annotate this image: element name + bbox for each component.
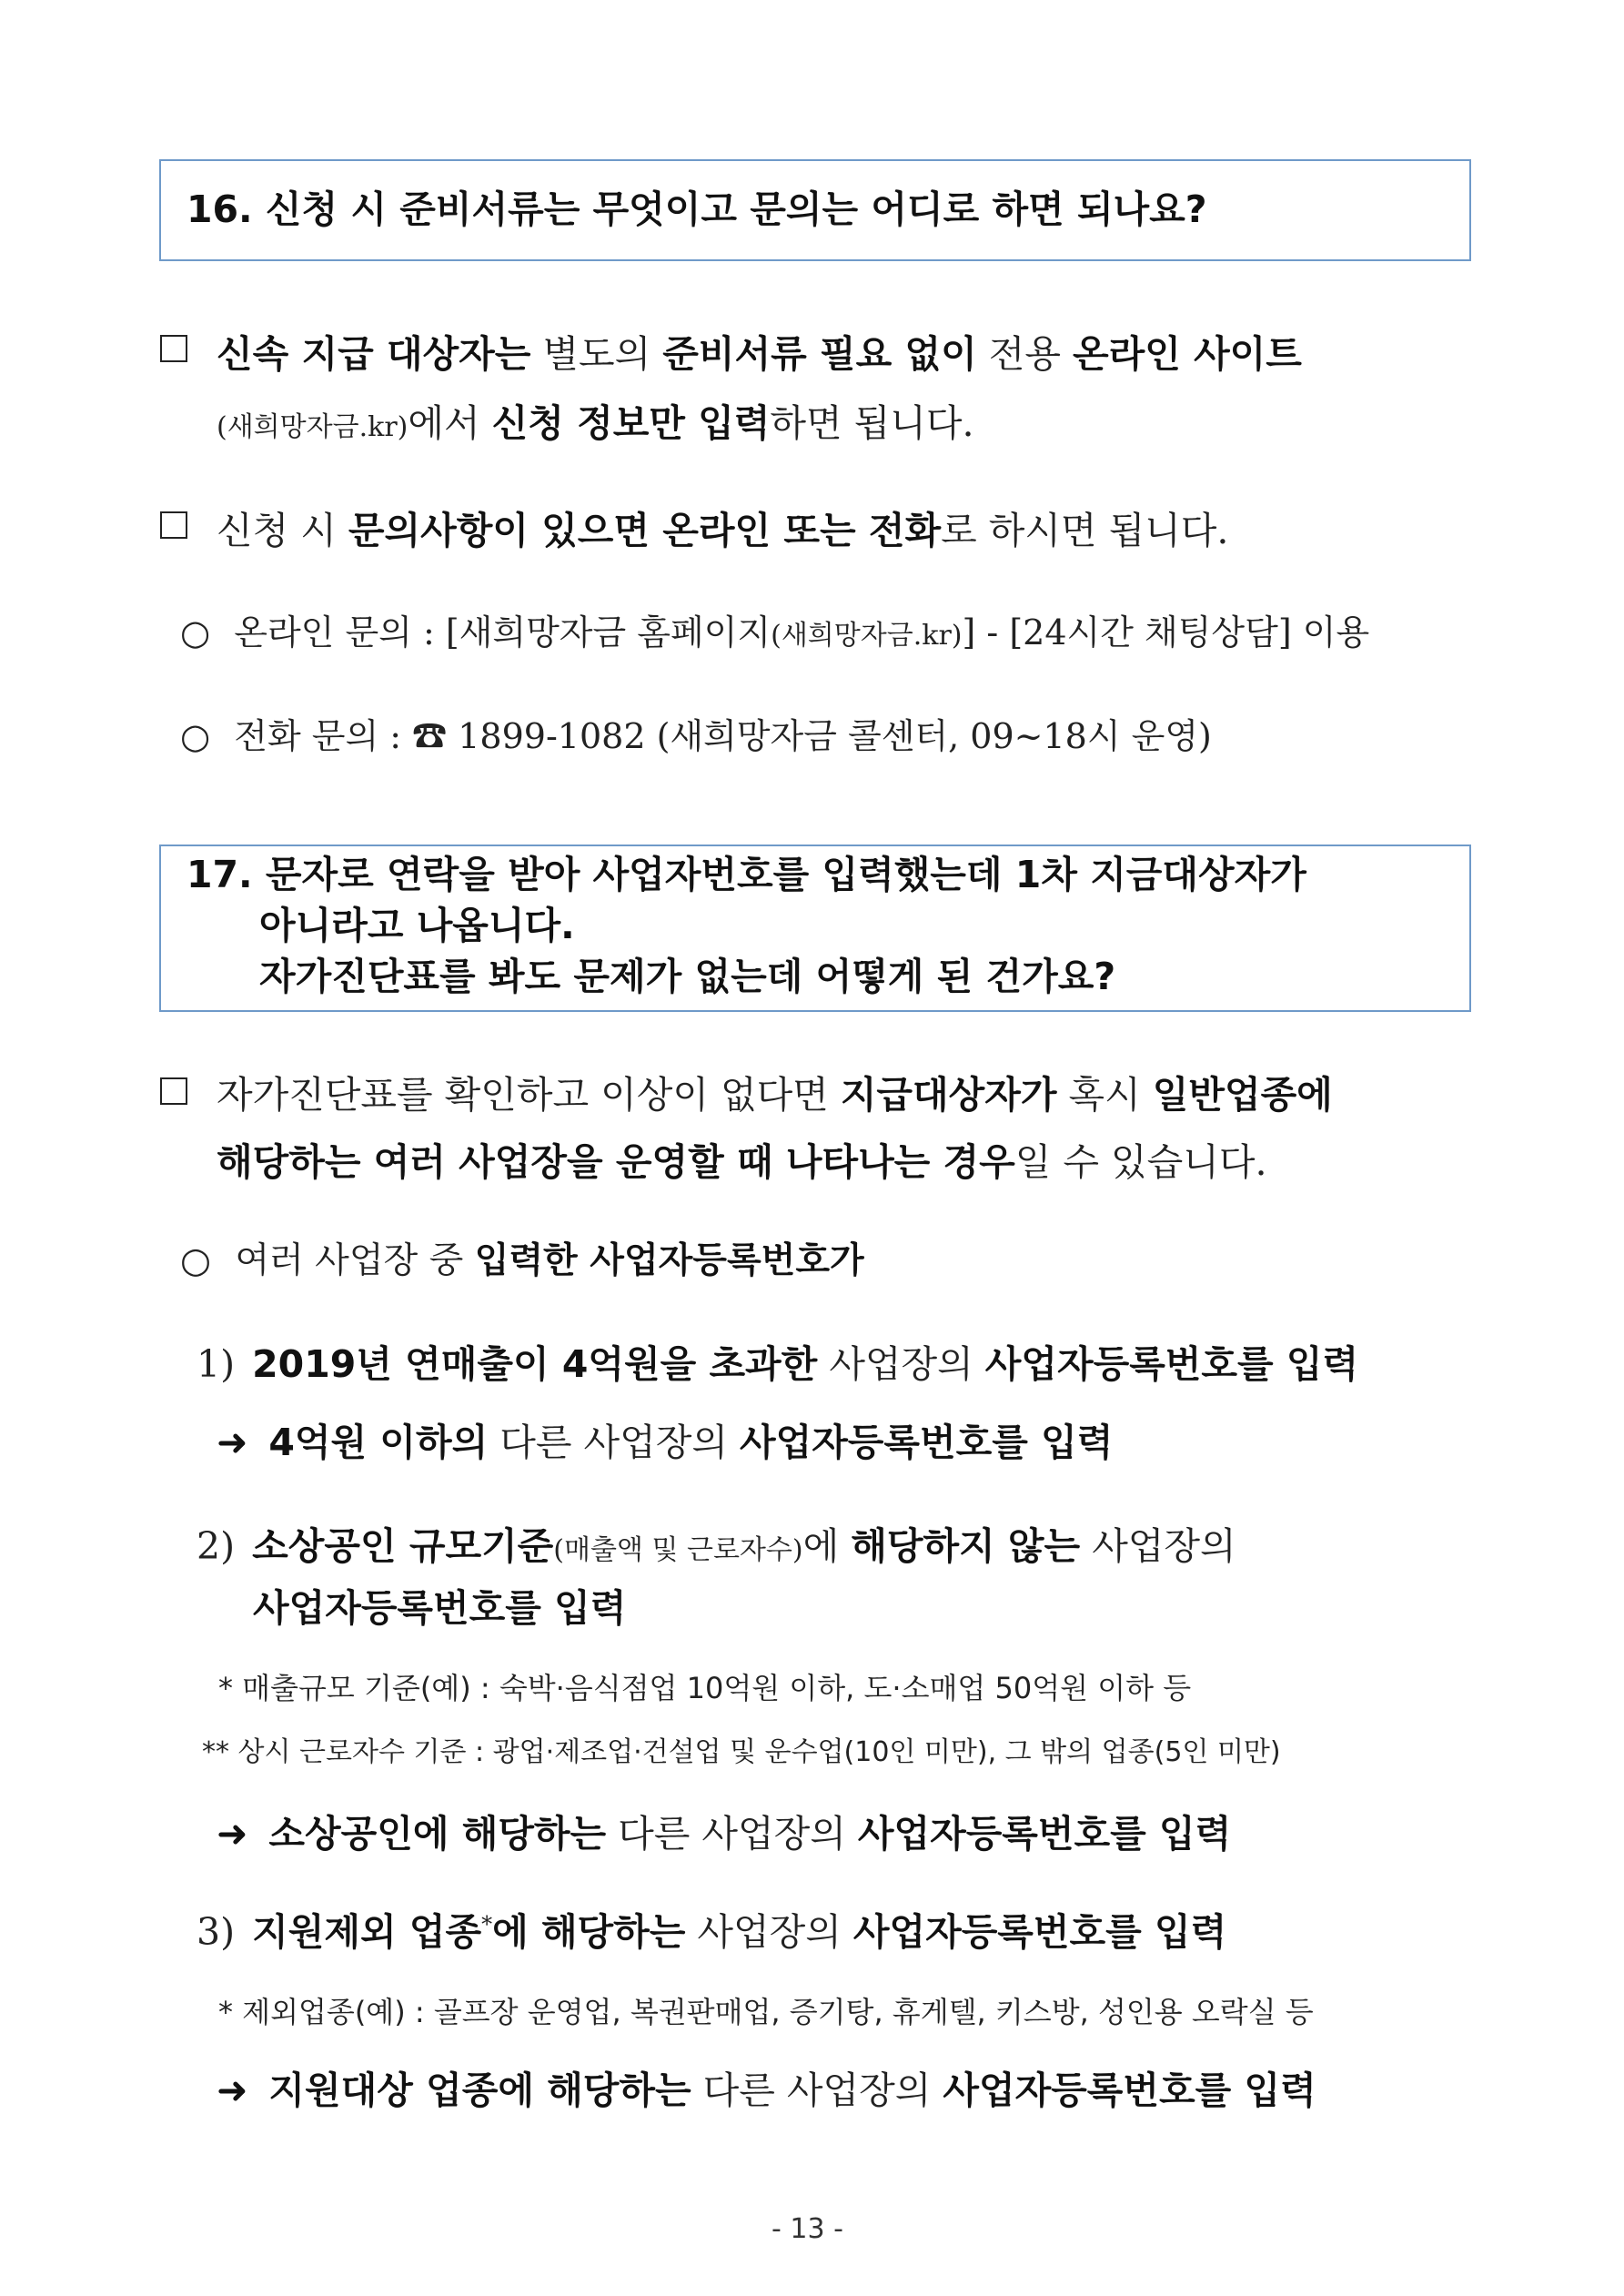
- q16-p1-bold-e: 온라인 사이트: [1072, 332, 1302, 376]
- question-16-box: [159, 159, 1471, 261]
- item-2-bold-d: 해당하지 않는: [851, 1524, 1081, 1568]
- phone-contact-line: [180, 708, 1212, 758]
- item-1-bold-c: 사업자등록번호를 입력: [984, 1342, 1359, 1386]
- checkbox-square-icon: [160, 1077, 187, 1105]
- question-17-title-line-1: 17. 문자로 연락을 받아 사업자번호를 입력했는데 1차 지금대상자가: [187, 853, 1306, 896]
- question-17-title-line-2: 아니라고 나옵니다.: [259, 904, 575, 947]
- q16-p1-site: (새희망자금.kr): [217, 411, 409, 443]
- q16-p1-text-b: 별도의: [530, 332, 663, 376]
- item-2-bold-g: 소상공인에 해당하는: [268, 1812, 607, 1856]
- q16-p1-bold-h: 신청 정보만 입력: [491, 401, 771, 445]
- item-3-result-line: [217, 2060, 1316, 2114]
- telephone-icon: ☎: [412, 716, 448, 756]
- item-2-line-1: [197, 1516, 1236, 1570]
- q16-p1-text-d: 전용: [976, 332, 1073, 376]
- item-3-star: *: [481, 1911, 493, 1937]
- item-1-text-b: 사업장의: [817, 1342, 985, 1386]
- q17-p1-bold-e: 해당하는 여러 사업장을 운영할 때 나타나는 경우: [217, 1140, 1015, 1184]
- circle-bullet-icon: ○: [180, 612, 211, 652]
- q17-p1-text-f: 일 수 있습니다.: [1014, 1140, 1267, 1184]
- q17-sub-bold-b: 입력한 사업자등록번호가: [474, 1240, 864, 1281]
- item-2-bold-f: 사업자등록번호를 입력: [253, 1586, 627, 1630]
- page-number: - 13 -: [772, 2213, 843, 2245]
- q17-sub-bullet-line: [180, 1232, 864, 1283]
- question-16-title: 16. 신청 시 준비서류는 무엇이고 문의는 어디로 하면 되나요?: [187, 187, 1207, 231]
- item-2-text-h: 다른 사업장의: [606, 1812, 858, 1856]
- item-3-bold-d: 사업자등록번호를 입력: [852, 1910, 1227, 1954]
- question-17-title-line-3: 자가진단표를 봐도 문제가 없는데 어떻게 된 건가요?: [259, 955, 1116, 998]
- q17-answer-line-2: [217, 1132, 1267, 1186]
- q16-p1-bold-a: 신속 지급 대상자는: [217, 332, 531, 376]
- q17-p1-bold-d: 일반업종에: [1152, 1073, 1333, 1117]
- item-3-line: [197, 1902, 1226, 1956]
- arrow-right-icon: ➜: [217, 1812, 248, 1856]
- item-3-text-f: 다른 사업장의: [691, 2068, 943, 2112]
- item-3-bold-g: 사업자등록번호를 입력: [943, 2068, 1316, 2112]
- q16-answer-line-1: [217, 324, 1302, 378]
- item-1-bold-a: 2019년 연매출이 4억원을 초과한: [252, 1342, 818, 1386]
- q16-p2-text-a: 신청 시: [217, 509, 348, 552]
- online-contact-text-a: 온라인 문의 : [새희망자금 홈페이지: [234, 612, 772, 652]
- item-2-result-line: [217, 1804, 1231, 1857]
- checkbox-square-icon: [160, 511, 187, 539]
- online-contact-site: (새희망자금.kr): [771, 620, 963, 652]
- item-2-note-2: ** 상시 근로자수 기준 : 광업·제조업·건설업 및 운수업(10인 미만), 그 밖의 업종(5인 미만): [202, 1736, 1281, 1768]
- item-2-bold-a: 소상공인 규모기준: [252, 1524, 554, 1568]
- q16-answer-line-3: [217, 501, 1228, 554]
- item-2-criteria: (매출액 및 근로자수): [553, 1534, 803, 1566]
- item-2-line-2: [253, 1578, 626, 1632]
- q17-p1-bold-b: 지급대상자가: [840, 1073, 1057, 1117]
- item-3-note: * 제외업종(예) : 골프장 운영업, 복권판매업, 증기탕, 휴게텔, 키스방, 성인용 오락실 등: [218, 1995, 1314, 2029]
- item-2-bold-i: 사업자등록번호를 입력: [857, 1812, 1232, 1856]
- phone-contact-text-a: 전화 문의 :: [234, 716, 413, 756]
- item-1-result-line: [217, 1412, 1113, 1466]
- phone-contact-text-b: 1899-1082 (새희망자금 콜센터, 09~18시 운영): [447, 716, 1212, 756]
- item-3-bold-a: 지원제외 업종: [252, 1910, 482, 1954]
- item-2-note-1: * 매출규모 기준(예) : 숙박·음식점업 10억원 이하, 도·소매업 50억원 이하 등: [218, 1671, 1192, 1705]
- q17-answer-line-1: [217, 1065, 1333, 1118]
- item-2-text-e: 사업장의: [1080, 1524, 1236, 1568]
- q16-answer-line-2: [217, 393, 974, 447]
- arrow-right-icon: ➜: [217, 1421, 248, 1464]
- arrow-right-icon: ➜: [217, 2068, 248, 2112]
- checkbox-square-icon: [160, 335, 187, 362]
- item-1-bold-d: 4억원 이하의: [268, 1421, 489, 1464]
- q17-sub-text-a: 여러 사업장 중: [235, 1240, 475, 1281]
- item-2-text-c: 에: [802, 1524, 852, 1568]
- item-3-text-c: 사업장의: [685, 1910, 853, 1954]
- item-1-text-e: 다른 사업장의: [488, 1421, 740, 1464]
- item-2-number: 2): [197, 1524, 236, 1568]
- q16-p2-bold-b: 문의사항이 있으면 온라인 또는 전화: [348, 509, 942, 552]
- online-contact-line: [180, 604, 1369, 654]
- item-1-number: 1): [197, 1342, 236, 1386]
- item-1-bold-f: 사업자등록번호를 입력: [739, 1421, 1114, 1464]
- q16-p2-text-c: 로 하시면 됩니다.: [941, 509, 1229, 552]
- item-3-bold-e: 지원대상 업종에 해당하는: [268, 2068, 691, 2112]
- circle-bullet-icon: ○: [180, 716, 211, 756]
- item-3-number: 3): [197, 1910, 236, 1954]
- item-3-bold-b: 에 해당하는: [492, 1910, 686, 1954]
- circle-bullet-icon: ○: [180, 1240, 212, 1281]
- item-1-line: [197, 1334, 1358, 1388]
- question-17-box: [159, 845, 1471, 1012]
- q17-p1-text-a: 자가진단표를 확인하고 이상이 없다면: [217, 1073, 841, 1117]
- q16-p1-text-g: 에서: [408, 401, 492, 445]
- q16-p1-bold-c: 준비서류 필요 없이: [662, 332, 977, 376]
- q16-p1-text-i: 하면 됩니다.: [770, 401, 974, 445]
- online-contact-text-c: ] - [24시간 채팅상담] 이용: [962, 612, 1370, 652]
- q17-p1-text-c: 혹시: [1056, 1073, 1153, 1117]
